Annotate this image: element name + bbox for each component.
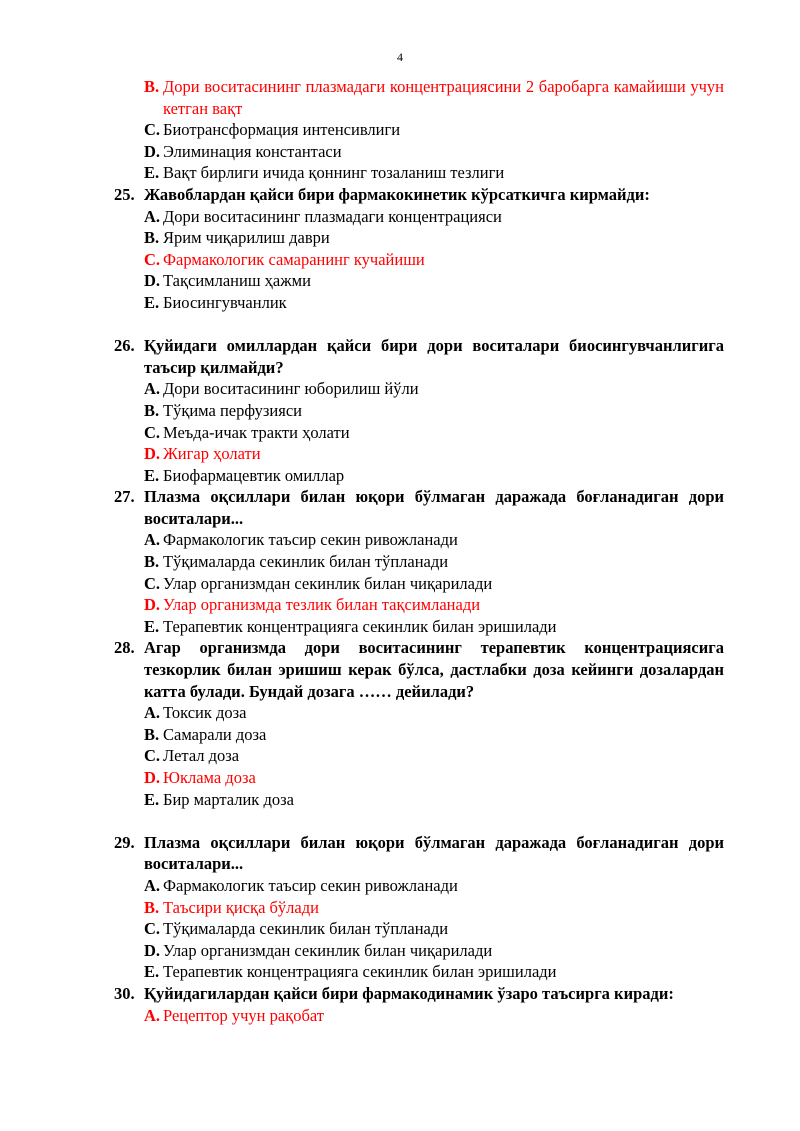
- answer-option: [114, 724, 724, 746]
- answer-option: [114, 767, 724, 789]
- option-letter: E.: [144, 465, 160, 485]
- option-letter: B.: [144, 724, 160, 744]
- answer-option: [114, 465, 724, 487]
- option-letter: A.: [144, 703, 161, 723]
- answer-option: [114, 378, 724, 400]
- question-number: 25.: [114, 184, 135, 204]
- option-text: Тўқималарда секинлик билан тўпланади: [163, 552, 449, 572]
- option-letter: E.: [144, 962, 160, 982]
- blank-line: [114, 810, 724, 832]
- question-number: 26.: [114, 336, 135, 356]
- answer-option: [114, 270, 724, 292]
- answer-option: [114, 162, 724, 184]
- option-text: Меъда-ичак тракти ҳолати: [163, 422, 350, 442]
- option-text: Терапевтик концентрацияга секинлик билан эришилади: [163, 616, 557, 636]
- option-letter: C.: [144, 422, 161, 442]
- answer-option: [114, 400, 724, 422]
- option-text: Фармакологик самаранинг кучайиши: [163, 249, 425, 269]
- option-text: Улар организмдан секинлик билан чиқарилади: [163, 940, 493, 960]
- question-number: 29.: [114, 832, 135, 852]
- question-text: Плазма оқсиллари билан юқори бўлмаган даражада боғланадиган дори воситалари...: [144, 487, 724, 528]
- option-text: Вақт бирлиги ичида қоннинг тозаланиш тезлиги: [163, 163, 505, 183]
- answer-option: [114, 249, 724, 271]
- answer-option: [114, 141, 724, 163]
- document-body: [114, 76, 724, 1026]
- answer-option: [114, 551, 724, 573]
- option-text: Улар организмда тезлик билан тақсимланади: [163, 595, 481, 615]
- answer-option: [114, 529, 724, 551]
- option-letter: E.: [144, 616, 160, 636]
- question-text: Қуйидагилардан қайси бири фармакодинамик ўзаро таъсирга киради:: [144, 983, 674, 1003]
- question-number: 27.: [114, 487, 135, 507]
- question-26: [114, 335, 724, 378]
- option-text: Элиминация константаси: [163, 141, 342, 161]
- option-text: Тўқима перфузияси: [163, 400, 302, 420]
- option-text: Улар организмдан секинлик билан чиқарилади: [163, 573, 493, 593]
- question-text: Агар организмда дори воситасининг терапевтик концентрациясига тезкорлик билан эришиш керак бўлса, дастлабки доза кейинги дозалардан катта булади. Бундай дозага …… дейилади?: [144, 638, 724, 701]
- option-letter: A.: [144, 875, 161, 895]
- question-text: Қуйидаги омиллардан қайси бири дори воситалари биосингувчанлигига таъсир қилмайди?: [144, 336, 724, 377]
- option-text: Юклама доза: [163, 768, 256, 787]
- option-text: Дори воситасининг юборилиш йўли: [163, 379, 419, 399]
- option-letter: E.: [144, 789, 160, 809]
- option-letter: B.: [144, 897, 160, 917]
- option-text: Фармакологик таъсир секин ривожланади: [163, 530, 458, 550]
- answer-option: [114, 961, 724, 983]
- option-letter: D.: [144, 271, 161, 291]
- option-letter: C.: [144, 746, 161, 766]
- option-letter: A.: [144, 379, 161, 399]
- option-text: Тўқималарда секинлик билан тўпланади: [163, 919, 449, 939]
- option-letter: D.: [144, 940, 161, 960]
- blank-line: [114, 314, 724, 336]
- answer-option: [114, 227, 724, 249]
- question-number: 30.: [114, 983, 135, 1003]
- option-letter: B.: [144, 77, 160, 96]
- answer-option: [114, 76, 724, 119]
- option-letter: B.: [144, 552, 160, 572]
- option-text: Рецептор учун рақобат: [163, 1005, 324, 1025]
- question-29: [114, 832, 724, 875]
- option-text: Биофармацевтик омиллар: [163, 465, 345, 485]
- answer-option: [114, 616, 724, 638]
- answer-option: [114, 1005, 724, 1027]
- option-letter: C.: [144, 573, 161, 593]
- option-text: Биотрансформация интенсивлиги: [163, 120, 401, 140]
- option-text: Ярим чиқарилиш даври: [163, 228, 330, 248]
- option-letter: A.: [144, 1005, 161, 1025]
- option-text: Фармакологик таъсир секин ривожланади: [163, 875, 458, 895]
- option-text: Самарали доза: [163, 724, 267, 744]
- option-text: Дори воситасининг плазмадаги концентрацияси: [163, 206, 502, 226]
- option-letter: A.: [144, 530, 161, 550]
- answer-option: [114, 875, 724, 897]
- option-letter: D.: [144, 444, 161, 464]
- answer-option: [114, 206, 724, 228]
- option-text: Тақсимланиш ҳажми: [163, 271, 311, 291]
- answer-option: [114, 443, 724, 465]
- leading-options: [114, 76, 724, 184]
- question-text: Плазма оқсиллари билан юқори бўлмаган даражада боғланадиган дори воситалари...: [144, 832, 724, 874]
- option-letter: D.: [144, 768, 161, 787]
- option-letter: D.: [144, 595, 161, 615]
- option-text: Бир марталик доза: [163, 789, 294, 809]
- question-30: [114, 983, 724, 1005]
- option-letter: C.: [144, 249, 161, 269]
- option-text: Дори воситасининг плазмадаги концентрациясини 2 баробарга камайиши учун кетган вақт: [163, 77, 724, 118]
- option-letter: B.: [144, 228, 160, 248]
- page-number: 4: [397, 50, 403, 64]
- answer-option: [114, 897, 724, 919]
- option-text: Таъсири қисқа бўлади: [163, 897, 319, 917]
- answer-option: [114, 789, 724, 811]
- option-text: Токсик доза: [163, 703, 247, 723]
- answer-option: [114, 745, 724, 767]
- question-28: [114, 637, 724, 702]
- option-letter: C.: [144, 919, 161, 939]
- option-letter: B.: [144, 400, 160, 420]
- option-letter: E.: [144, 292, 160, 312]
- question-number: 28.: [114, 638, 135, 658]
- answer-option: [114, 702, 724, 724]
- answer-option: [114, 573, 724, 595]
- option-letter: D.: [144, 141, 161, 161]
- option-text: Биосингувчанлик: [163, 292, 287, 312]
- question-27: [114, 486, 724, 529]
- option-text: Жигар ҳолати: [163, 444, 261, 464]
- answer-option: [114, 119, 724, 141]
- answer-option: [114, 940, 724, 962]
- answer-option: [114, 422, 724, 444]
- answer-option: [114, 918, 724, 940]
- option-letter: A.: [144, 206, 161, 226]
- answer-option: [114, 594, 724, 616]
- answer-option: [114, 292, 724, 314]
- option-letter: C.: [144, 120, 161, 140]
- question-25: [114, 184, 724, 206]
- option-letter: E.: [144, 163, 160, 183]
- option-text: Летал доза: [163, 746, 240, 766]
- question-text: Жавоблардан қайси бири фармакокинетик кўрсаткичга кирмайди:: [144, 184, 650, 204]
- option-text: Терапевтик концентрацияга секинлик билан эришилади: [163, 962, 557, 982]
